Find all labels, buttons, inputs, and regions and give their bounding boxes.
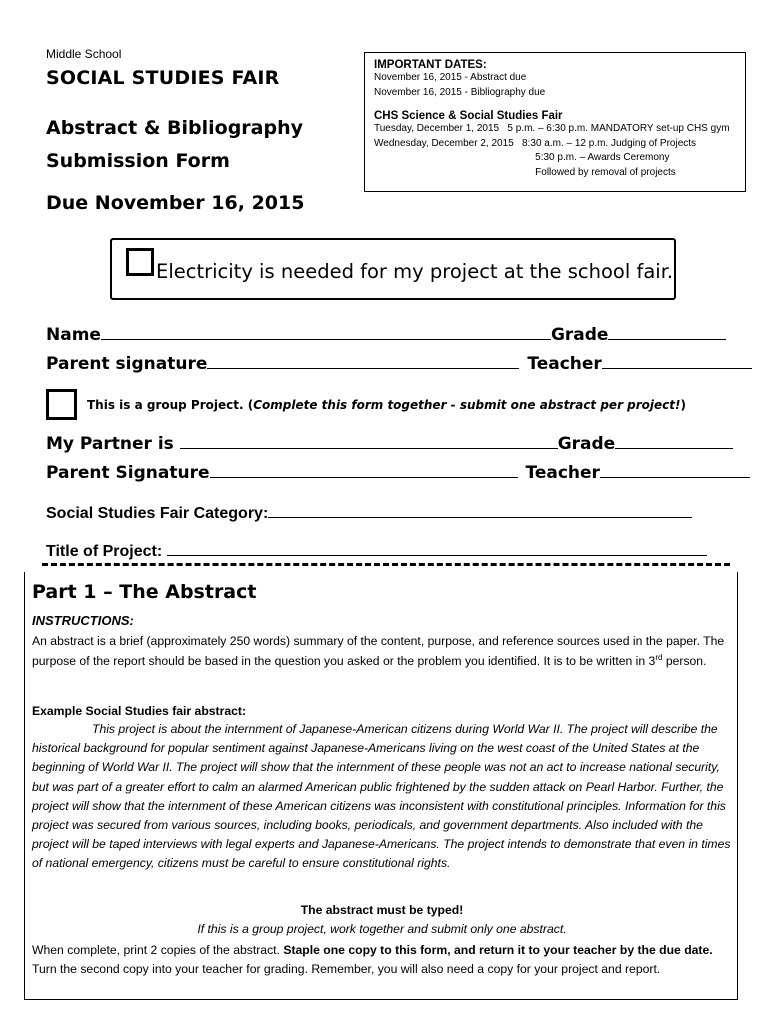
example-abstract: This project is about the internment of Japanese-American citizens during World War II. The project will describe the historical background for popular sentiment against Japanese-Americans living on the west coast of the United States at the beginning of World War II. The project will show that the internment of these people was not an act to increase national security, but was part of a greater effort to calm an alarmed American public frightened by the sudden attack on Pearl Harbor. Further, the project will show that the internment of these American citizens was inconsistent with constitutional principles. Information for this project was secured from various sources, including books, periodicals, and government departments. Also included with the project will be taped interviews with legal experts and Japanese-Americans. The project intends to demonstrate that even in times of national emergency, citizens must be careful to ensure constitutional rights.	[32, 722, 731, 871]
category-row	[46, 505, 692, 523]
name-label: Name	[46, 325, 101, 345]
dates-heading: IMPORTANT DATES:	[374, 59, 487, 71]
cut-line	[42, 563, 730, 566]
grade-field[interactable]	[608, 325, 726, 340]
partner-field[interactable]	[180, 434, 558, 449]
fair-title: SOCIAL STUDIES FAIR	[46, 67, 280, 89]
name-field[interactable]	[101, 325, 551, 340]
group-project-label	[87, 398, 686, 412]
partner-label: My Partner is	[46, 434, 180, 454]
group-project-text: This is a group Project. (	[87, 398, 254, 412]
partner-grade-label: Grade	[557, 434, 616, 454]
event-line: Wednesday, December 2, 2015 8:30 a.m. – 12 p.m. Judging of Projects	[374, 137, 697, 149]
date-bibliography: November 16, 2015 - Bibliography due	[374, 86, 546, 98]
typed-notice: The abstract must be typed!	[300, 903, 464, 917]
instructions-heading: INSTRUCTIONS:	[32, 613, 134, 628]
partner-teacher-field[interactable]	[600, 463, 750, 478]
instructions-text: An abstract is a brief (approximately 250 words) summary of the content, purpose, and reference sources used in the paper. The purpose of the report should be based in the question you asked or the problem you identified. It is to be written in 3rd person.	[32, 634, 725, 668]
event-line: Followed by removal of projects	[374, 166, 676, 178]
event-heading: CHS Science & Social Studies Fair	[374, 110, 563, 122]
part1-title: Part 1 – The Abstract	[32, 581, 257, 603]
name-row	[46, 325, 726, 345]
project-title-row	[46, 543, 707, 561]
group-project-checkbox[interactable]	[46, 389, 77, 420]
staple-instruction: Staple one copy to this form, and return it to your teacher by the due date.	[283, 943, 713, 957]
form-title	[46, 112, 303, 178]
school-level: Middle School	[46, 47, 122, 61]
project-title-field[interactable]	[167, 543, 707, 556]
project-title-label: Title of Project:	[46, 543, 167, 560]
parent-signature-label: Parent signature	[46, 354, 208, 374]
example-heading: Example Social Studies fair abstract:	[32, 704, 247, 718]
event-line: 5:30 p.m. – Awards Ceremony	[374, 152, 670, 163]
date-abstract: November 16, 2015 - Abstract due	[374, 72, 527, 83]
ordinal-suffix: rd	[655, 652, 663, 662]
due-date: Due November 16, 2015	[46, 192, 305, 214]
submission-instructions: When complete, print 2 copies of the abstract. Staple one copy to this form, and return it to your teacher by the due date. Turn the second copy into your teacher for grading. Remember, you will also need a copy for your project and report.	[32, 943, 713, 976]
electricity-label: Electricity is needed for my project at the school fair.	[156, 260, 674, 283]
group-note: If this is a group project, work together and submit only one abstract.	[197, 922, 567, 936]
group-project-instruction: Complete this form together - submit one abstract per project!	[253, 398, 681, 412]
form-title-line1: Abstract & Bibliography	[46, 117, 304, 139]
parent-signature-row	[46, 354, 752, 374]
form-title-line2: Submission Form	[46, 150, 230, 172]
electricity-checkbox[interactable]	[126, 248, 154, 276]
parent-signature-field[interactable]	[207, 354, 519, 369]
partner-parent-signature-label: Parent Signature	[46, 463, 210, 483]
partner-row	[46, 434, 733, 454]
category-field[interactable]	[268, 505, 692, 518]
grade-label: Grade	[550, 325, 609, 345]
important-dates-box	[364, 52, 746, 192]
teacher-field[interactable]	[602, 354, 752, 369]
partner-parent-row	[46, 463, 750, 483]
category-label: Social Studies Fair Category:	[46, 505, 269, 522]
group-project-close: )	[680, 398, 686, 412]
partner-teacher-label: Teacher	[525, 463, 600, 483]
event-line: Tuesday, December 1, 2015 5 p.m. – 6:30 p.m. MANDATORY set-up CHS gym	[374, 123, 730, 134]
partner-grade-field[interactable]	[615, 434, 733, 449]
teacher-label: Teacher	[527, 354, 602, 374]
partner-parent-signature-field[interactable]	[210, 463, 518, 478]
